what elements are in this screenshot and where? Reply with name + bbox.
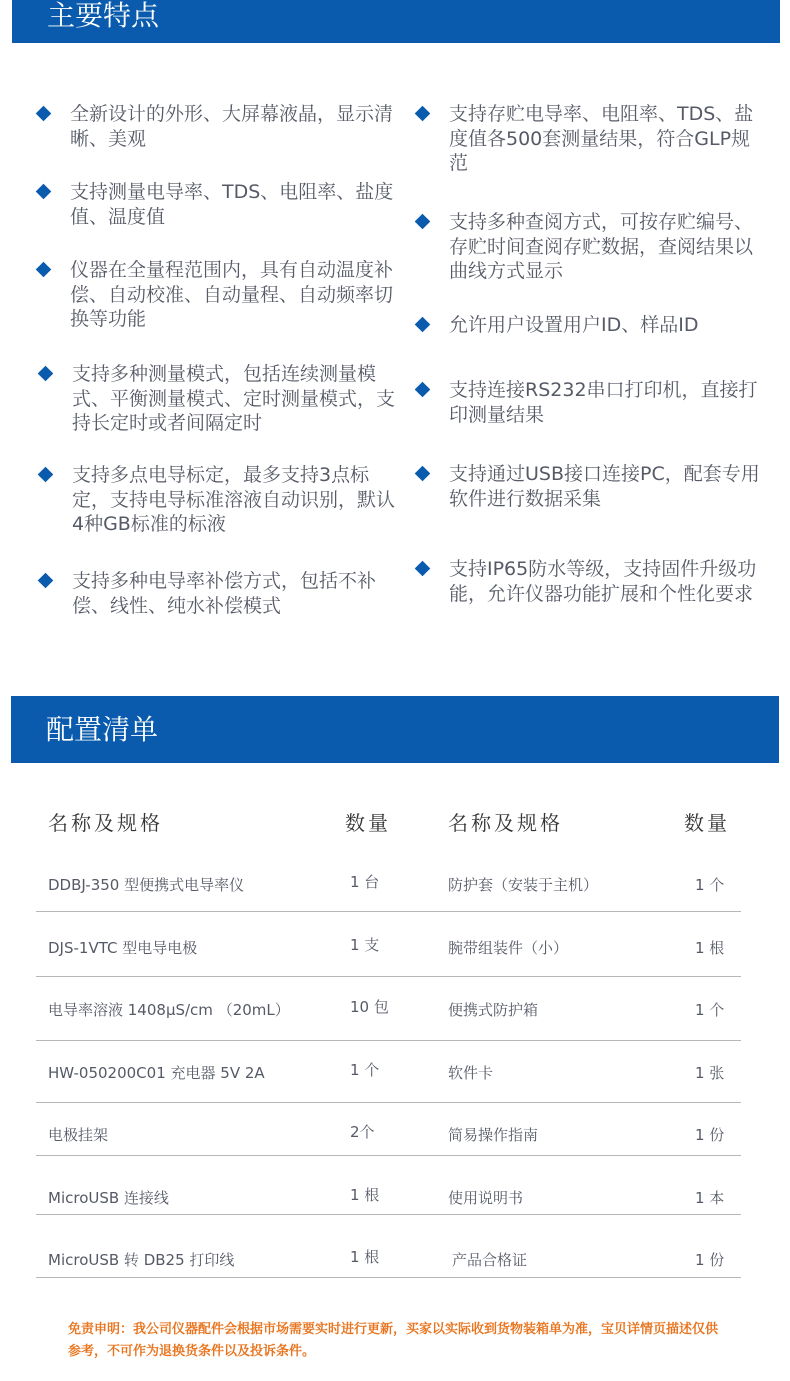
- item-qty: 1 个: [695, 1001, 725, 1019]
- item-name: 电导率溶液 1408μS/cm （20mL）: [48, 1001, 290, 1019]
- item-name: DDBJ-350 型便携式电导率仪: [48, 876, 245, 894]
- config-section-title: 配置清单: [46, 713, 159, 746]
- diamond-bullet-icon: [36, 184, 52, 200]
- item-name: DJS-1VTC 型电导电极: [48, 939, 198, 957]
- item-qty: 1 根: [350, 1186, 380, 1204]
- item-qty: 1 份: [695, 1126, 725, 1144]
- feature-item: 全新设计的外形、大屏幕液晶，显示清晰、美观: [70, 102, 400, 151]
- feature-item: 支持存贮电导率、电阻率、TDS、盐度值各500套测量结果，符合GLP规范: [449, 102, 767, 176]
- item-qty: 1 本: [695, 1189, 725, 1207]
- item-name: HW-050200C01 充电器 5V 2A: [48, 1064, 265, 1082]
- item-name: 防护套（安装于主机）: [448, 876, 599, 894]
- item-name: 电极挂架: [48, 1126, 109, 1144]
- feature-item: 支持连接RS232串口打印机，直接打印测量结果: [449, 378, 767, 427]
- col-header-qty: 数量: [684, 811, 730, 835]
- item-name: 便携式防护箱: [448, 1001, 539, 1019]
- item-name: MicroUSB 转 DB25 打印线: [48, 1251, 235, 1269]
- diamond-bullet-icon: [415, 106, 431, 122]
- row-divider: [36, 1214, 741, 1215]
- col-header-qty: 数量: [345, 811, 391, 835]
- row-divider: [36, 911, 741, 912]
- item-name: 简易操作指南: [448, 1126, 539, 1144]
- feature-item: 支持通过USB接口连接PC，配套专用软件进行数据采集: [449, 462, 767, 511]
- item-qty: 1 份: [695, 1251, 725, 1269]
- feature-item: 支持多种电导率补偿方式，包括不补偿、线性、纯水补偿模式: [72, 569, 397, 618]
- item-name: 软件卡: [448, 1064, 494, 1082]
- diamond-bullet-icon: [415, 214, 431, 230]
- item-qty: 1 支: [350, 936, 380, 954]
- diamond-bullet-icon: [38, 573, 54, 589]
- item-qty: 1 台: [350, 873, 380, 891]
- row-divider: [36, 1102, 741, 1103]
- diamond-bullet-icon: [38, 467, 54, 483]
- feature-item: 支持多点电导标定，最多支持3点标定，支持电导标准溶液自动识别，默认4种GB标准的标液: [72, 463, 397, 537]
- features-section-title: 主要特点: [47, 0, 160, 32]
- config-section-banner: [11, 696, 779, 763]
- feature-item: 仪器在全量程范围内，具有自动温度补偿、自动校准、自动量程、自动频率切换等功能: [70, 258, 400, 332]
- disclaimer-text: 免责申明：我公司仪器配件会根据市场需要实时进行更新，买家以实际收到货物装箱单为准，宝贝详情页描述仅供参考，不可作为退换货条件以及投诉条件。: [68, 1322, 719, 1359]
- row-divider: [36, 976, 741, 977]
- diamond-bullet-icon: [36, 106, 52, 122]
- item-name: MicroUSB 连接线: [48, 1189, 169, 1207]
- item-name: 腕带组装件（小）: [448, 939, 569, 957]
- feature-item: 允许用户设置用户ID、样品ID: [449, 313, 767, 338]
- feature-item: 支持测量电导率、TDS、电阻率、盐度值、温度值: [70, 180, 400, 229]
- feature-item: 支持多种测量模式，包括连续测量模式、平衡测量模式、定时测量模式，支持长定时或者间隔定时: [72, 362, 397, 436]
- item-qty: 10 包: [350, 998, 389, 1016]
- item-qty: 1 个: [695, 876, 725, 894]
- row-divider: [36, 1155, 741, 1156]
- feature-item: 支持多种查阅方式，可按存贮编号、存贮时间查阅存贮数据，查阅结果以曲线方式显示: [449, 210, 767, 284]
- col-header-name: 名称及规格: [48, 811, 163, 835]
- diamond-bullet-icon: [38, 366, 54, 382]
- row-divider: [36, 1277, 741, 1278]
- item-qty: 2个: [350, 1123, 375, 1141]
- item-name: 产品合格证: [452, 1251, 528, 1269]
- item-qty: 1 根: [350, 1248, 380, 1266]
- item-qty: 1 个: [350, 1061, 380, 1079]
- diamond-bullet-icon: [415, 561, 431, 577]
- feature-item: 支持IP65防水等级，支持固件升级功能，允许仪器功能扩展和个性化要求: [449, 557, 767, 606]
- col-header-name: 名称及规格: [448, 811, 563, 835]
- item-qty: 1 根: [695, 939, 725, 957]
- row-divider: [36, 1040, 741, 1041]
- diamond-bullet-icon: [415, 317, 431, 333]
- diamond-bullet-icon: [36, 262, 52, 278]
- diamond-bullet-icon: [415, 466, 431, 482]
- diamond-bullet-icon: [415, 382, 431, 398]
- features-section-banner: [12, 0, 780, 43]
- item-name: 使用说明书: [448, 1189, 524, 1207]
- item-qty: 1 张: [695, 1064, 725, 1082]
